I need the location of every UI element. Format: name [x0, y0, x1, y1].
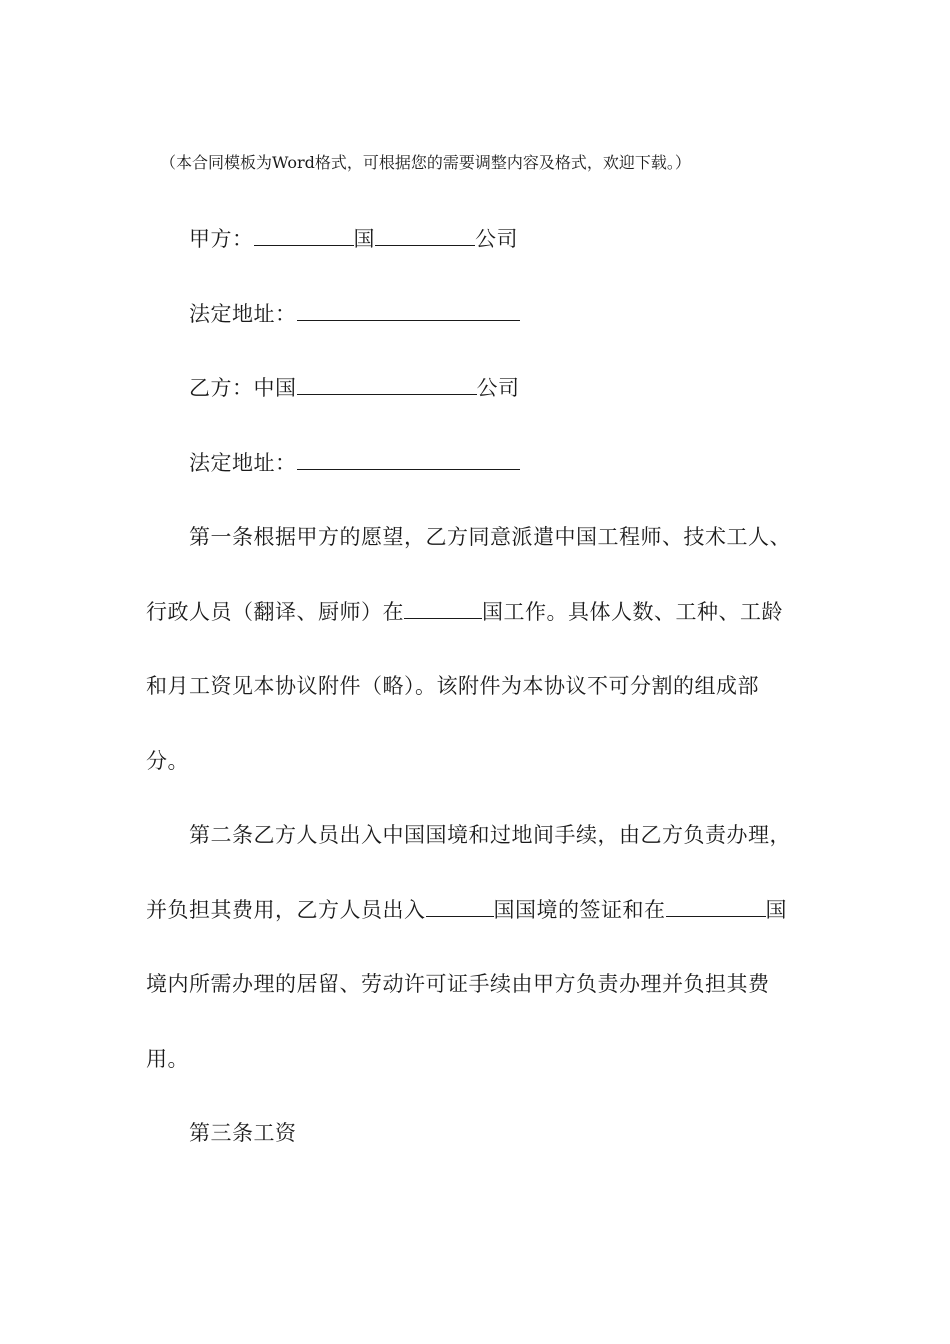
article2-line4: 用。 — [146, 1047, 189, 1071]
party-b-line — [189, 373, 520, 403]
article2-line2 — [146, 895, 787, 925]
article2-country-blank-1 — [426, 895, 494, 917]
party-a-address-label: 法定地址： — [189, 302, 297, 326]
article3-title: 第三条工资 — [189, 1121, 297, 1145]
article1-line3: 和月工资见本协议附件（略）。该附件为本协议不可分割的组成部 — [146, 674, 759, 698]
party-a-company-blank — [375, 224, 475, 246]
article2-line2-c: 国 — [765, 898, 787, 922]
article1-line4: 分。 — [146, 749, 189, 773]
party-a-line — [189, 224, 518, 254]
party-a-country-blank — [254, 224, 354, 246]
party-b-company-blank — [297, 373, 477, 395]
article2-line3: 境内所需办理的居留、劳动许可证手续由甲方负责办理并负担其费 — [146, 972, 770, 996]
article2-line2-a: 并负担其费用，乙方人员出入 — [146, 898, 426, 922]
article2-country-blank-2 — [666, 895, 766, 917]
article2-line1: 第二条乙方人员出入中国国境和过地间手续，由乙方负责办理， — [189, 823, 791, 847]
party-b-address-line — [189, 448, 520, 478]
article1-line2-before: 行政人员（翻译、厨师）在 — [146, 600, 404, 624]
party-b-label: 乙方：中国 — [189, 376, 297, 400]
article1-country-blank — [404, 597, 482, 619]
party-a-company-suffix: 公司 — [475, 227, 518, 251]
article1-line2 — [146, 597, 783, 627]
party-a-label: 甲方： — [189, 227, 254, 251]
article1-line1: 第一条根据甲方的愿望，乙方同意派遣中国工程师、技术工人、 — [189, 525, 791, 549]
party-b-address-blank — [297, 448, 520, 470]
article2-line2-b: 国国境的签证和在 — [493, 898, 666, 922]
party-a-country-suffix: 国 — [353, 227, 375, 251]
party-a-address-blank — [297, 299, 520, 321]
template-note: （本合同模板为Word格式，可根据您的需要调整内容及格式，欢迎下载。） — [160, 153, 691, 172]
party-b-company-suffix: 公司 — [476, 376, 520, 400]
party-a-address-line — [189, 299, 520, 329]
party-b-address-label: 法定地址： — [189, 451, 297, 475]
article1-line2-after: 国工作。具体人数、工种、工龄 — [482, 600, 783, 624]
